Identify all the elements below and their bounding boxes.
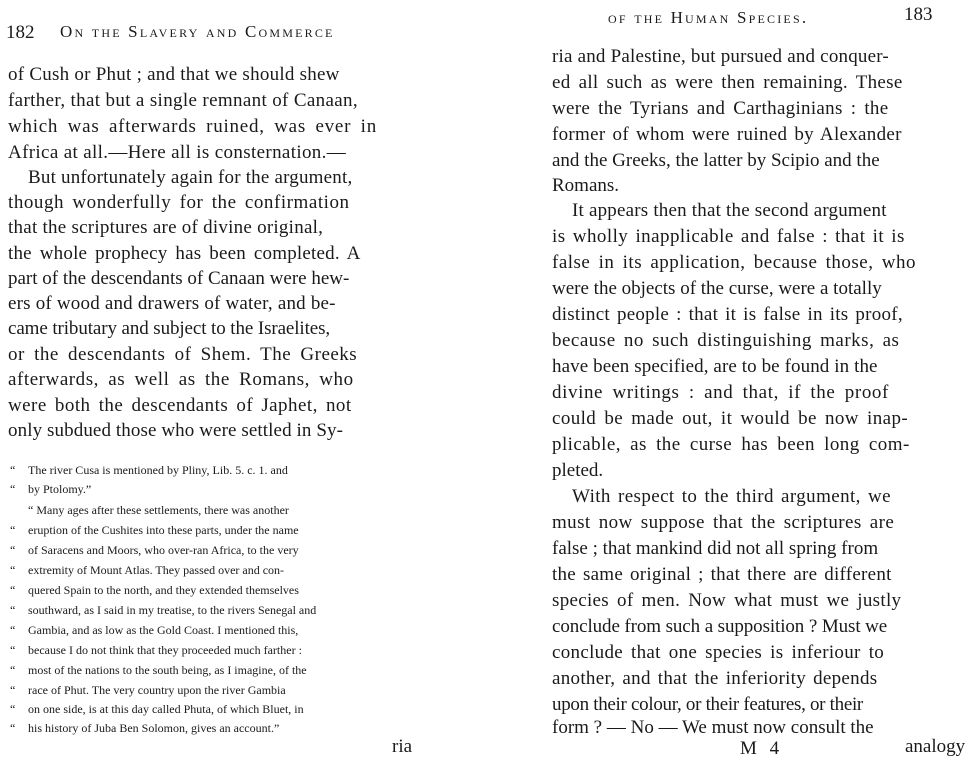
footnote-quote-mark: “	[10, 663, 16, 677]
body-line: have been specified, are to be found in the	[552, 356, 878, 377]
footnote-text: his history of Juba Ben Solomon, gives an account.”	[28, 721, 280, 735]
body-line: form ? — No — We must now consult the	[552, 717, 874, 738]
body-line: conclude that one species is inferiour to	[552, 642, 885, 663]
footnote-text: of Saracens and Moors, who over-ran Africa, to the very	[28, 543, 299, 557]
body-line: With respect to the third argument, we	[572, 486, 891, 507]
body-line: ed all such as were then remaining. These	[552, 72, 903, 93]
right-catchword: analogy	[905, 736, 966, 757]
footnote-text: The river Cusa is mentioned by Pliny, Lib. 5. c. 1. and	[28, 463, 288, 477]
footnote-line	[10, 503, 289, 518]
right-running-head: of the Human Species.	[608, 8, 809, 27]
body-line: though wonderfully for the confirmation	[8, 192, 350, 213]
footnote-line	[10, 543, 299, 558]
body-line: distinct people : that it is false in its proof,	[552, 304, 903, 325]
footnote-line	[10, 683, 286, 698]
body-line: only subdued those who were settled in Sy-	[8, 420, 344, 441]
footnote-line	[10, 663, 307, 678]
body-line: of Cush or Phut ; and that we should shew	[8, 64, 340, 85]
footnote-quote-mark: “	[10, 683, 16, 697]
body-line: plicable, as the curse has been long com-	[552, 434, 910, 455]
body-line: the same original ; that there are different	[552, 564, 892, 585]
footnote-quote-mark: “	[10, 563, 16, 577]
body-line: the whole prophecy has been completed. A	[8, 243, 361, 264]
footnote-line	[10, 523, 299, 538]
body-line: Africa at all.—Here all is consternation.—	[8, 142, 347, 163]
body-line: pleted.	[552, 460, 604, 481]
body-line: species of men. Now what must we justly	[552, 590, 902, 611]
footnote-text: race of Phut. The very country upon the river Gambia	[28, 683, 286, 697]
footnote-quote-mark: “	[10, 623, 16, 637]
footnote-quote-mark: “	[10, 463, 16, 477]
footnote-text: because I do not think that they proceeded much farther :	[28, 643, 302, 657]
body-line: It appears then that the second argument	[572, 200, 887, 221]
body-line: false ; that mankind did not all spring from	[552, 538, 879, 559]
body-line: part of the descendants of Canaan were hew-	[8, 268, 350, 289]
left-page	[0, 0, 468, 761]
body-line: could be made out, it would be now inap-	[552, 408, 909, 429]
body-line: farther, that but a single remnant of Canaan,	[8, 90, 359, 111]
body-line: were the objects of the curse, were a totally	[552, 278, 882, 299]
body-line: divine writings : and that, if the proof	[552, 382, 889, 403]
footnote-quote-mark: “	[10, 583, 16, 597]
left-running-head: On the Slavery and Commerce	[60, 22, 335, 41]
body-line: and the Greeks, the latter by Scipio and the	[552, 150, 880, 171]
footnote-line	[10, 623, 298, 638]
body-line: false in its application, because those, who	[552, 252, 916, 273]
body-line: were the Tyrians and Carthaginians : the	[552, 98, 889, 119]
footnote-text: on one side, is at this day called Phuta, of which Bluet, in	[28, 702, 304, 716]
right-page-number: 183	[904, 4, 933, 25]
footnote-line	[10, 603, 316, 618]
footnote-quote-mark: “	[10, 643, 16, 657]
footnote-line	[10, 643, 302, 658]
footnote-line	[10, 721, 279, 736]
footnote-text: quered Spain to the north, and they extended themselves	[28, 583, 299, 597]
left-catchword: ria	[392, 736, 413, 757]
body-line: But unfortunately again for the argument,	[28, 167, 353, 188]
footnote-line	[10, 482, 91, 497]
body-line: upon their colour, or their features, or their	[552, 694, 863, 715]
footnote-text: “ Many ages after these settlements, there was another	[28, 503, 289, 517]
footnote-quote-mark: “	[10, 543, 16, 557]
footnote-text: by Ptolomy.”	[28, 482, 92, 496]
footnote-line	[10, 702, 304, 717]
body-line: were both the descendants of Japhet, not	[8, 395, 352, 416]
footnote-line	[10, 463, 288, 478]
body-line: which was afterwards ruined, was ever in	[8, 116, 377, 137]
body-line: conclude from such a supposition ? Must we	[552, 616, 888, 637]
footnote-text: extremity of Mount Atlas. They passed over and con-	[28, 563, 285, 577]
body-line: Romans.	[552, 175, 620, 196]
footnote-text: eruption of the Cushites into these parts, under the name	[28, 523, 299, 537]
footnote-quote-mark: “	[10, 482, 16, 496]
footnote-text: Gambia, and as low as the Gold Coast. I mentioned this,	[28, 623, 299, 637]
footnote-quote-mark: “	[10, 721, 16, 735]
footnote-text: southward, as I said in my treatise, to the rivers Senegal and	[28, 603, 317, 617]
footnote-quote-mark: “	[10, 603, 16, 617]
body-line: another, and that the inferiority depends	[552, 668, 878, 689]
body-line: former of whom were ruined by Alexander	[552, 124, 902, 145]
body-line: is wholly inapplicable and false : that it is	[552, 226, 905, 247]
footnote-quote-mark: “	[10, 702, 16, 716]
footnote-line	[10, 563, 284, 578]
body-line: or the descendants of Shem. The Greeks	[8, 344, 358, 365]
footnote-text: most of the nations to the south being, as I imagine, of the	[28, 663, 307, 677]
left-page-number: 182	[6, 22, 35, 43]
body-line: ria and Palestine, but pursued and conquer-	[552, 46, 889, 67]
footnote-quote-mark: “	[10, 523, 16, 537]
body-line: that the scriptures are of divine original,	[8, 217, 324, 238]
body-line: afterwards, as well as the Romans, who	[8, 369, 354, 390]
body-line: ers of wood and drawers of water, and be-	[8, 293, 336, 314]
footnote-line	[10, 583, 299, 598]
body-line: came tributary and subject to the Israelites,	[8, 318, 331, 339]
body-line: because no such distinguishing marks, as	[552, 330, 900, 351]
body-line: must now suppose that the scriptures are	[552, 512, 895, 533]
signature-mark: M 4	[740, 738, 784, 759]
right-page	[548, 0, 980, 761]
